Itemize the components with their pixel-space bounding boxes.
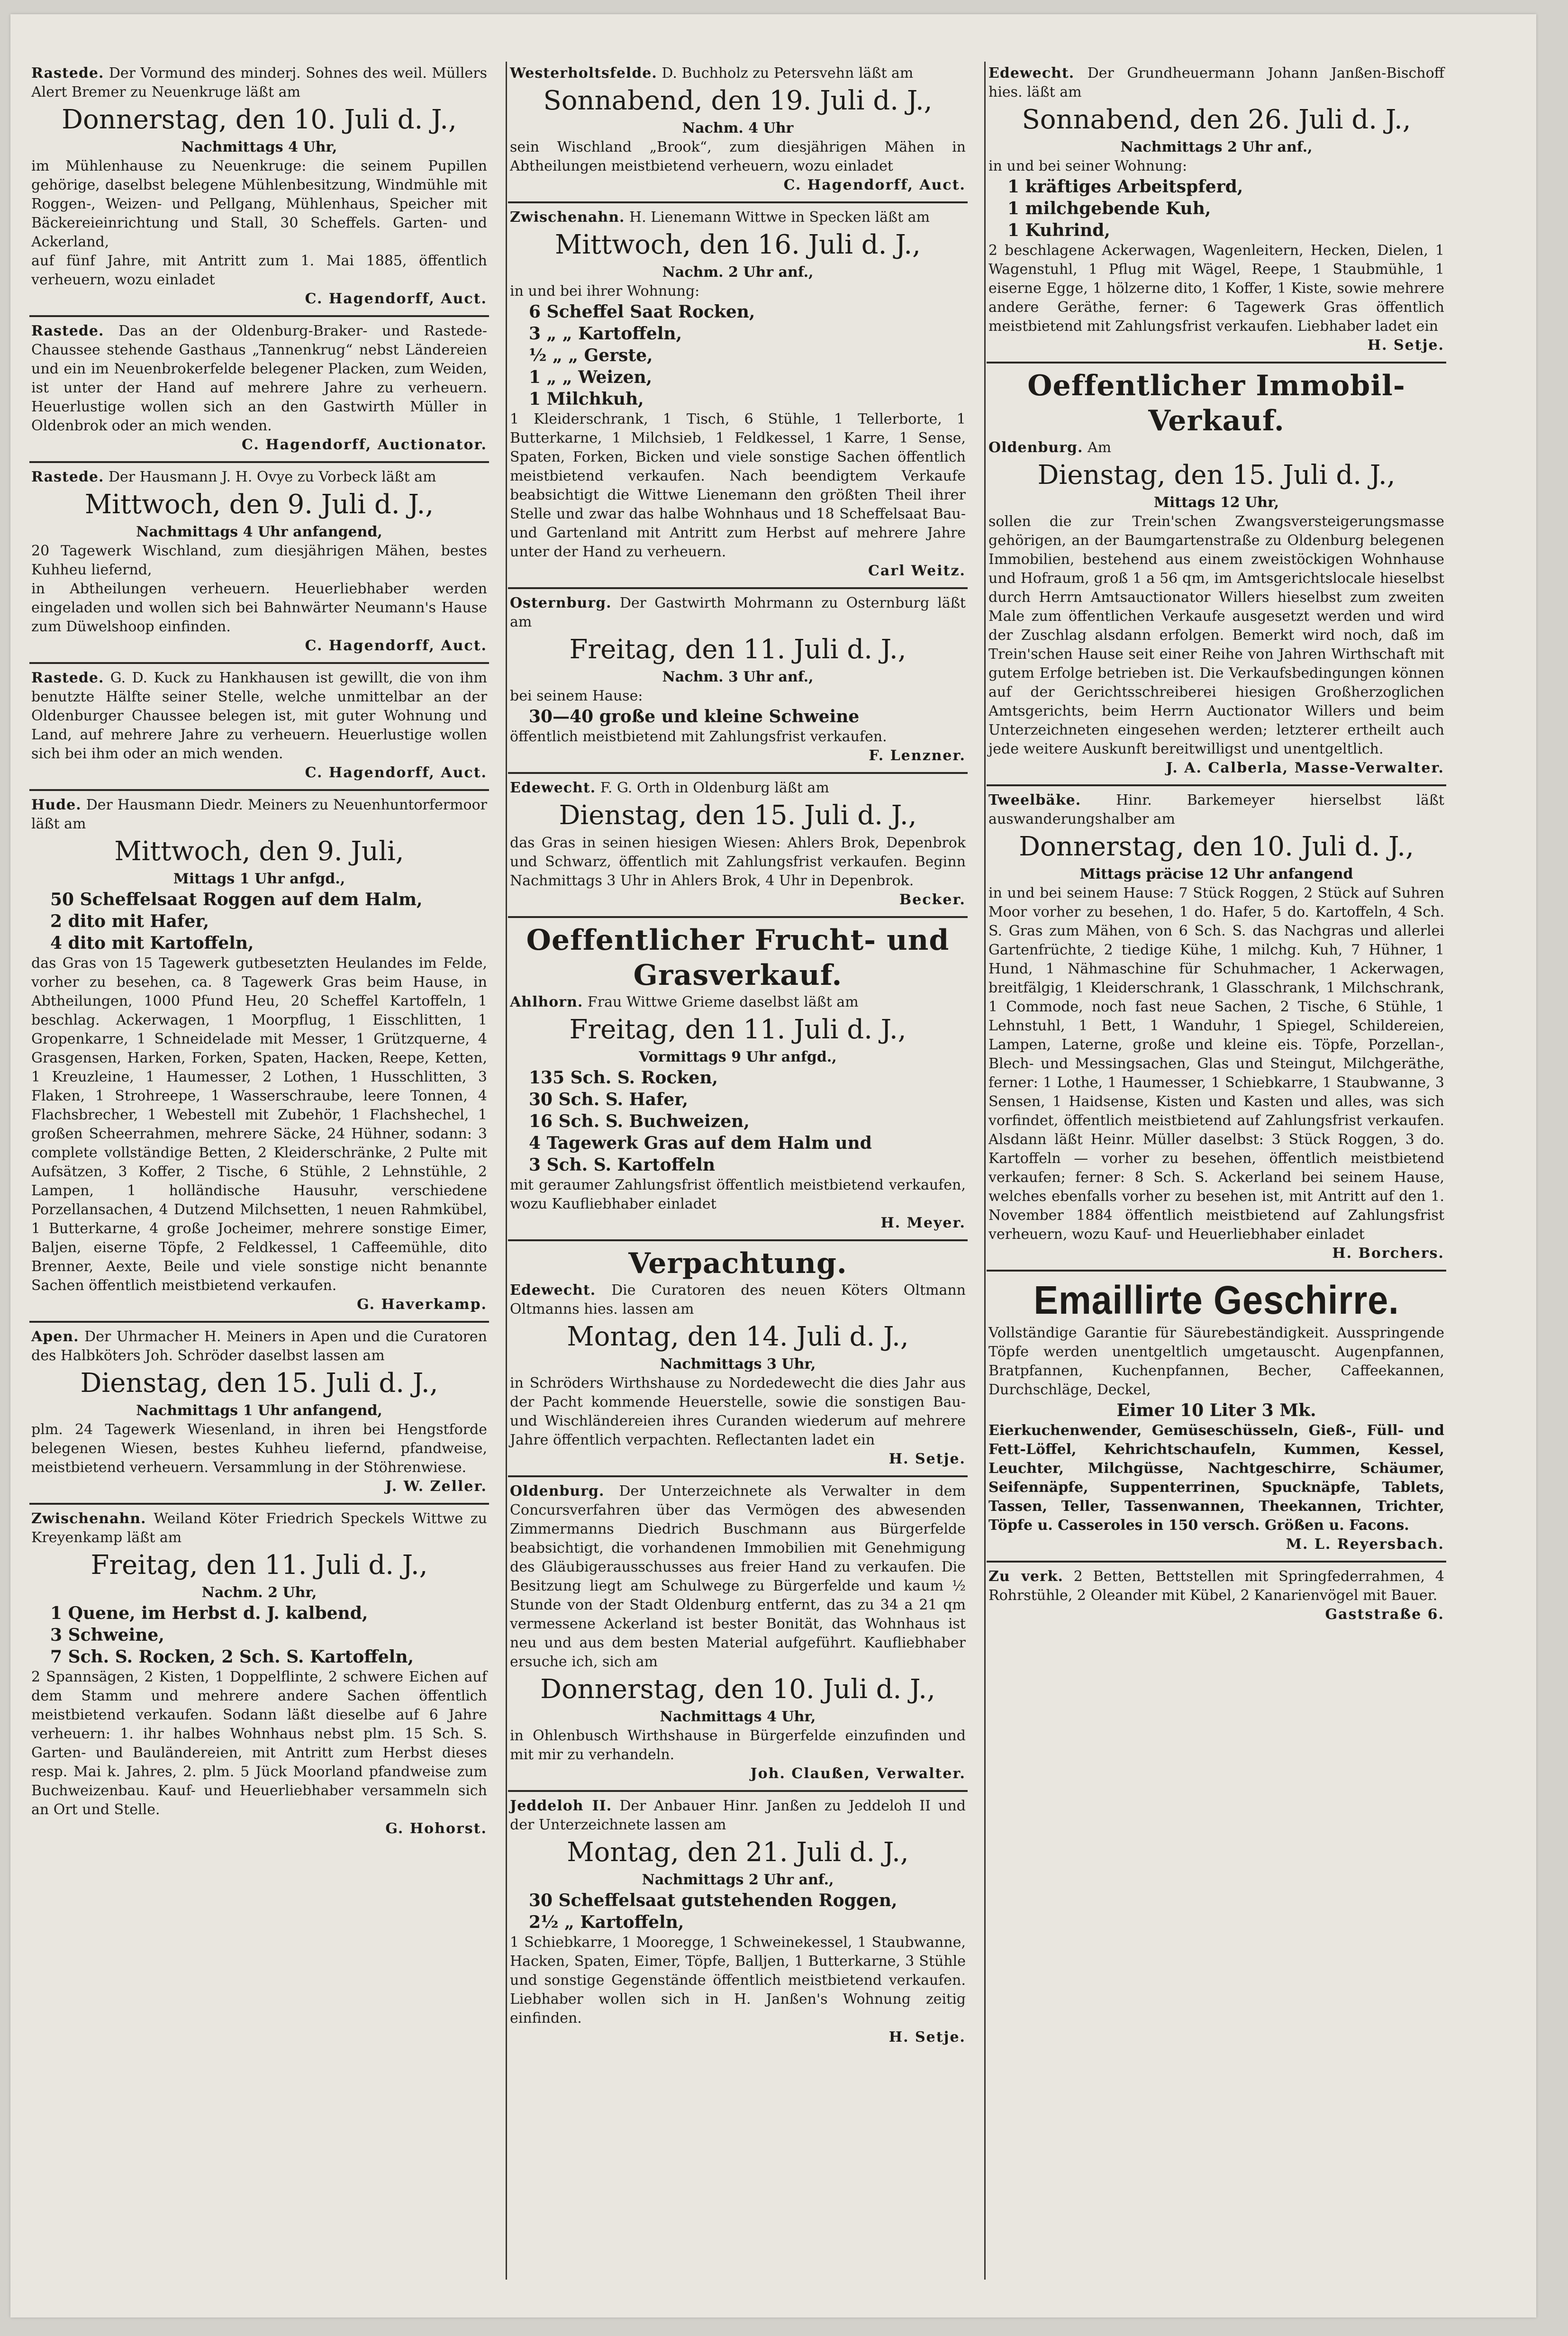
ad-intro-text: Der Grundheuermann Johann Janßen-Bischoff hies. läßt am [988,65,1444,100]
ad-item: 1 Quene, im Herbst d. J. kalbend, [50,1603,368,1623]
ad-date: Donnerstag, den 10. Juli d. J., [540,1674,935,1705]
ad-intro [988,64,1444,102]
ad-body: sollen die zur Trein'schen Zwangsversteigerungsmasse gehörigen, an der Baumgartenstraße zu Oldenburg belegenen Immobilien, bestehend aus einem zweistöckigen Wohnhause und Hofraum, groß 1 a 56 qm, im Amtsgerichtslocale hieselbst durch Herrn Amtsauctionator Willers hieselbst zum zweiten Male zum öffentlichen Verkaufe ausgesetzt werden und wird der Zuschlag alsdann erfolgen. Bemerkt wird noch, daß im Trein'schen Hause seit einer Reihe von Jahren Wirthschaft mit gutem Erfolge betrieben ist. Die Verkaufsbedingungen können auf der Gerichtsschreiberei hiesigen Großherzoglichen Amtsgerichts, beim Herrn Auctionator Willers und beim Unterzeichneten eingesehen werden; letzterer ertheilt auch jede weitere Auskunft bereitwilligst und unentgeltlich. [988,513,1444,757]
ad-date: Dienstag, den 15. Juli d. J., [1037,460,1396,491]
ad-place: Rastede. [31,323,104,339]
ad-item: 2½ „ Kartoffeln, [529,1912,684,1932]
ad-time: Nachmittags 2 Uhr anf., [642,1872,834,1888]
ad-body: 1 Kleiderschrank, 1 Tisch, 6 Stühle, 1 Tellerborte, 1 Butterkarne, 1 Milchsieb, 1 Feldkessel, 1 Karre, 1 Sense, Spaten, Forken, Bicken und viele sonstige Sachen öffentlich meistbietend verkaufen. Nach beendigtem Verkaufe beabsichtigt die Wittwe Lienemann den größten Theil ihrer Stelle und zwar das halbe Wohnhaus und 18 Scheffelsaat Bau- und Gartenland mit Antritt zum Herbst auf mehrere Jahre unter der Hand zu verheuern. [510,411,966,560]
ad-highlight: Eimer 10 Liter 3 Mk. [1116,1400,1316,1420]
ad-signature: J. A. Calberla, Masse-Verwalter. [1166,760,1444,776]
ad-item: 30—40 große und kleine Schweine [529,707,860,727]
ad-intro [510,1482,966,1672]
ad-time: Nachmittags 4 Uhr anfangend, [136,524,382,540]
ad-intro-text: Der Unterzeichnete als Verwalter in dem Concursverfahren über das Vermögen des abwesenden Zimmermanns Diedrich Buschmann aus Bürgerfelde beabsichtigt, die vorhandenen Immobilien mit Genehmigung des Gläubigerausschusses aus freier Hand zu verkaufen. Die Besitzung liegt am Schulwege zu Bürgerfelde und kaum ½ Stunde von der Stadt Oldenburg entfernt, das zu 34 a 21 qm vermessene Ackerland ist bester Bonität, das Wohnhaus ist neu und aus dem besten Material aufgeführt. Kaufliebhaber ersuche ich, sich am [510,1483,966,1670]
ad-signature: F. Lenzner. [869,747,966,764]
ad-intro [31,1327,487,1365]
ad-intro-text: Der Hausmann Diedr. Meiners zu Neuenhuntorfermoor läßt am [31,797,487,832]
ad-intro-text: Das an der Oldenburg-Braker- und Rastede-Chaussee stehende Gasthaus „Tannenkrug“ nebst Ländereien und ein im Neuenbrokerfelde belegener Placken, zum Weiden, ist unter der Hand auf mehrere Jahre zu verheuern. Heuerlustige wollen sich an den Gastwirth Müller in Oldenbrok oder an mich wenden. [31,323,487,434]
ad-signature: Gaststraße 6. [1325,1606,1444,1623]
ad-intro-text: Am [1087,439,1112,456]
ad-intro [510,1797,966,1835]
ad-place: Tweelbäke. [988,792,1081,809]
ad-intro-text: Der Anbauer Hinr. Janßen zu Jeddeloh II und der Unterzeichnete lassen am [510,1798,966,1833]
ad-body: in Ohlenbusch Wirthshause in Bürgerfelde einzufinden und mit mir zu verhandeln. [510,1727,966,1763]
ad-place: Zwischenahn. [510,209,625,226]
advertisement [29,791,489,1323]
ad-time: Nachmittags 2 Uhr anf., [1120,139,1313,155]
ad-intro [31,796,487,834]
advertisement [508,589,968,774]
ad-place: Hude. [31,797,82,813]
ad-intro-text: 2 Betten, Bettstellen mit Springfederrahmen, 4 Rohrstühle, 2 Oleander mit Kübel, 2 Kanarienvögel mit Bauer. [988,1568,1444,1604]
ad-body: Vollständige Garantie für Säurebeständigkeit. Ausspringende Töpfe werden unentgeltlich umgetauscht. Augenpfannen, Bratpfannen, Kuchenpfannen, Becher, Caffeekannen, Durchschläge, Deckel, [988,1325,1444,1398]
advertisement [29,317,489,463]
ad-item: 135 Sch. S. Rocken, [529,1068,718,1088]
advertisement [508,59,968,203]
column-1 [29,59,489,2287]
advertisement [508,1477,968,1792]
ad-tail: auf fünf Jahre, mit Antritt zum 1. Mai 1885, öffentlich verheuern, wozu einladet [31,253,487,288]
ad-body: das Gras in seinen hiesigen Wiesen: Ahlers Brok, Depenbrok und Schwarz, öffentlich mit Zahlungsfrist verkaufen. Beginn Nachmittags 3 Uhr in Ahlers Brok, 4 Uhr in Depenbrok. [510,835,966,889]
ad-date: Dienstag, den 15. Juli d. J., [80,1368,438,1399]
ad-item: 3 „ „ Kartoffeln, [529,324,682,344]
ad-date: Freitag, den 11. Juli d. J., [91,1550,428,1581]
ad-intro-text: H. Lienemann Wittwe in Specken läßt am [629,209,930,226]
ad-signature: Joh. Claußen, Verwalter. [750,1765,966,1782]
ad-signature: C. Hagendorff, Auct. [305,291,487,307]
ad-signature: C. Hagendorff, Auct. [305,637,487,654]
advertisement [29,463,489,664]
ad-signature: H. Setje. [888,1451,966,1467]
ad-item: 7 Sch. S. Rocken, 2 Sch. S. Kartoffeln, [50,1647,414,1667]
ad-body: das Gras von 15 Tagewerk gutbesetzten Heulandes im Felde, vorher zu besehen, ca. 8 Tagewerk Gras beim Hause, in Abtheilungen, 1000 Pfund Heu, 20 Scheffel Kartoffeln, 1 beschlag. Ackerwagen, 1 Moorpflug, 1 Eisschlitten, 1 Gropenkarre, 1 Schneidelade mit Messer, 1 Grützquerne, 4 Grasgensen, Harken, Forken, Spaten, Hacken, Reepe, Ketten, 1 Kreuzleine, 1 Haumesser, 2 Lothen, 1 Husschlitten, 3 Flaken, 1 Strohreepe, 1 Wasserschraube, leere Tonnen, 4 Flachsbrecher, 1 Webestell mit Zubehör, 1 Flachshechel, 1 großen Scheerrahmen, mehrere Säcke, 24 Hühner, sodann: 3 complete vollständige Betten, 2 Kleiderschränke, 2 Pulte mit Aufsätzen, 3 Koffer, 2 Tische, 6 Stühle, 2 Lehnstühle, 2 Lampen, 1 holländische Hausuhr, verschiedene Porzellansachen, 4 Dutzend Milchsetten, 1 neuen Rahmkübel, 1 Butterkarne, 4 große Jocheimer, mehrere sonstige Eimer, Baljen, eiserne Töpfe, 2 Feldkessel, 1 Caffeemühle, dito Brenner, Aexte, Beile und viele sonstige nicht benannte Sachen öffentlich meistbietend verkaufen. [31,955,487,1294]
ad-tail: in Abtheilungen verheuern. Heuerliebhaber werden eingeladen und wollen sich bei Bahnwärter Neumann's Hause zum Düwelshoop einfinden. [31,581,487,635]
ad-signature: J. W. Zeller. [385,1478,487,1495]
ad-time: Nachmittags 1 Uhr anfangend, [136,1402,382,1419]
advertisement [987,786,1446,1272]
ad-item: 4 Tagewerk Gras auf dem Halm und [529,1133,872,1153]
advertisement [508,774,968,918]
ad-body: öffentlich meistbietend mit Zahlungsfrist verkaufen. [510,728,887,745]
ad-intro [510,64,966,83]
ad-intro-text: Der Uhrmacher H. Meiners in Apen und die Curatoren des Halbköters Joh. Schröder daselbst lassen am [31,1328,487,1364]
ad-time: Nachm. 2 Uhr, [201,1584,317,1601]
ad-intro-text: Der Vormund des minderj. Sohnes des weil. Müllers Alert Bremer zu Neuenkruge läßt am [31,65,487,100]
ad-item: 3 Sch. S. Kartoffeln [529,1155,716,1175]
ad-body: mit geraumer Zahlungsfrist öffentlich meistbietend verkaufen, wozu Kaufliebhaber einladet [510,1177,966,1212]
column-3 [987,59,1446,2287]
ad-intro-text: Der Gastwirth Mohrmann zu Osternburg läßt am [510,595,966,630]
ad-item: 30 Scheffelsaat gutstehenden Roggen, [529,1891,897,1910]
ad-item: 6 Scheffel Saat Rocken, [529,302,755,322]
ad-place: Apen. [31,1328,79,1345]
ad-body-pre: in und bei ihrer Wohnung: [510,283,700,300]
ad-body: im Mühlenhause zu Neuenkruge: die seinem Pupillen gehörige, daselbst belegene Mühlenbesitzung, Windmühle mit Roggen-, Weizen- und Pellgang, Mühlenhaus, Speicher mit Bäckereieinrichtung und Stall, 30 Scheffels. Garten- und Ackerland, [31,158,487,250]
ad-date: Freitag, den 11. Juli d. J., [569,634,906,665]
advertisement [987,1272,1446,1563]
ad-intro [988,1567,1444,1605]
ad-time: Mittags 12 Uhr, [1153,494,1279,511]
ad-item: 1 „ „ Weizen, [529,367,653,387]
ad-signature: Carl Weitz. [868,563,966,579]
ad-intro-text: Hinr. Barkemeyer hierselbst läßt auswanderungshalber am [988,792,1444,827]
ad-place: Edewecht. [510,1282,596,1299]
advertisement [508,1792,968,2054]
ad-intro-text: F. G. Orth in Oldenburg läßt am [600,780,829,796]
ad-body: sein Wischland „Brook“, zum diesjährigen Mähen in Abtheilungen meistbietend verheuern, wozu einladet [510,139,966,174]
ad-place: Rastede. [31,65,104,82]
ad-date: Donnerstag, den 10. Juli d. J., [1019,831,1414,862]
ad-time: Vormittags 9 Uhr anfgd., [639,1049,837,1065]
ad-place: Oldenburg. [510,1483,605,1500]
ad-time: Nachmittags 3 Uhr, [660,1356,816,1373]
ad-intro [31,1509,487,1547]
ad-time: Nachmittags 4 Uhr, [181,139,337,155]
column-2 [508,59,968,2287]
ad-body: in Schröders Wirthshause zu Nordedewecht die dies Jahr aus der Pacht kommende Heuerstelle, sowie die sonstigen Bau- und Wischländereien ihres Curanden wiederum auf mehrere Jahre öffentlich verpachten. Reflectanten ladet ein [510,1375,966,1448]
ad-date: Donnerstag, den 10. Juli d. J., [62,104,457,135]
ad-place: Jeddeloh II. [510,1798,612,1814]
ad-intro [31,669,487,764]
columns [29,59,1451,2287]
ad-item: 16 Sch. S. Buchweizen, [529,1111,750,1131]
ad-date: Mittwoch, den 9. Juli, [114,836,404,867]
advertisement [987,59,1446,364]
ad-item: 2 dito mit Hafer, [50,911,209,931]
ad-signature: H. Meyer. [880,1215,966,1231]
advertisement [29,59,489,317]
ad-date: Montag, den 21. Juli d. J., [567,1837,909,1868]
advertisement [29,1505,489,1845]
ad-signature: C. Hagendorff, Auctionator. [242,436,487,453]
ad-intro-text: Frau Wittwe Grieme daselbst läßt am [587,994,859,1010]
ad-place: Edewecht. [988,65,1075,82]
ad-place: Osternburg. [510,595,612,611]
ad-signature: Becker. [899,891,966,908]
ad-time: Nachm. 4 Uhr [682,120,794,136]
ad-time: Nachm. 3 Uhr anf., [662,669,814,685]
ad-place: Edewecht. [510,780,596,796]
ad-time: Mittags 1 Uhr anfgd., [173,871,345,887]
ad-item: 1 Kuhrind, [1007,220,1110,240]
ad-date: Dienstag, den 15. Juli d. J., [559,800,917,831]
ad-intro [510,594,966,632]
ad-time: Nachm. 2 Uhr anf., [662,264,814,281]
ad-body: 20 Tagewerk Wischland, zum diesjährigen Mähen, bestes Kuhheu liefernd, [31,543,487,578]
ad-body-pre: bei seinem Hause: [510,688,643,704]
advertisement [987,1563,1446,1631]
ad-place: Ahlhorn. [510,994,583,1010]
ad-signature: C. Hagendorff, Auct. [305,764,487,781]
ad-body: 2 Spannsägen, 2 Kisten, 1 Doppelflinte, 2 schwere Eichen auf dem Stamm und mehrere andere Sachen öffentlich meistbietend verkaufen. Sodann läßt dieselbe auf 6 Jahre verheuern: 1. ihr halbes Wohnhaus nebst plm. 15 Sch. S. Garten- und Bauländereien, mit Antritt zum Herbst dieses resp. Mai k. Jahres, 2. plm. 5 Jück Moorland pfandweise zum Buchweizenbau. Kauf- und Heuerliebhaber versammeln sich an Ort und Stelle. [31,1669,487,1818]
ad-item: 1 kräftiges Arbeitspferd, [1007,177,1243,197]
ad-intro [510,779,966,798]
ad-heading: Emaillirte Geschirre. [1033,1278,1399,1322]
ad-time: Nachmittags 4 Uhr, [660,1709,816,1725]
ad-intro [31,468,487,487]
advertisement [29,664,489,791]
ad-place: Rastede. [31,469,104,485]
ad-body-2: Eierkuchenwender, Gemüseschüsseln, Gieß-, Füll- und Fett-Löffel, Kehrichtschaufeln, Kummen, Kessel, Leuchter, Milchgüsse, Nachtgeschirre, Schäumer, Seifennäpfe, Suppenterrinen, Spucknäpfe, Tablets, Tassen, Teller, Tassenwannen, Theekannen, Trichter, Töpfe u. Casseroles in 150 versch. Größen u. Facons. [988,1422,1444,1534]
ad-place: Rastede. [31,670,104,686]
ad-intro [988,791,1444,829]
ad-item: 1 milchgebende Kuh, [1007,199,1211,218]
ad-intro [510,1281,966,1319]
ad-item: 3 Schweine, [50,1625,164,1645]
ad-item: 30 Sch. S. Hafer, [529,1090,689,1109]
ad-signature: H. Setje. [1367,337,1444,354]
ad-body: 2 beschlagene Ackerwagen, Wagenleitern, Hecken, Dielen, 1 Wagenstuhl, 1 Pflug mit Wägel, Reepe, 1 Staubmühle, 1 eiserne Egge, 1 hölzerne dito, 1 Koffer, 1 Kiste, sowie mehrere andere Geräthe, ferner: 6 Tagewerk Gras öffentlich meistbietend mit Zahlungsfrist verkaufen. Liebhaber ladet ein [988,242,1444,335]
ad-intro [31,64,487,102]
ad-place: Oldenburg. [988,439,1083,456]
advertisement [508,1241,968,1477]
ad-date: Sonnabend, den 26. Juli d. J., [1022,104,1411,135]
advertisement [508,203,968,589]
newspaper-page [10,14,1536,2318]
ad-heading: Verpachtung. [628,1247,847,1280]
ad-body: 1 Schiebkarre, 1 Mooregge, 1 Schweinekessel, 1 Staubwanne, Hacken, Spaten, Eimer, Töpfe, Balljen, 1 Butterkarne, 3 Stühle und sonstige Gegenstände öffentlich meistbietend verkaufen. Liebhaber wollen sich in H. Janßen's Wohnung zeitig einfinden. [510,1934,966,2027]
ad-item: ½ „ „ Gerste, [529,345,653,365]
ad-intro-text: D. Buchholz zu Petersvehn läßt am [662,65,914,82]
ad-item: 50 Scheffelsaat Roggen auf dem Halm, [50,890,423,909]
ad-place: Zwischenahn. [31,1510,146,1527]
ad-heading: Oeffentlicher Frucht- und Grasverkauf. [526,924,950,992]
ad-date: Mittwoch, den 16. Juli d. J., [555,229,921,260]
ad-signature: G. Hohorst. [385,1820,487,1837]
ad-date: Mittwoch, den 9. Juli d. J., [84,489,434,520]
ad-intro-text: G. D. Kuck zu Hankhausen ist gewillt, die von ihm benutzte Hälfte seiner Stelle, welche unmittelbar an der Oldenburger Chaussee belegen ist, mit guter Wohnung und Land, auf mehrere Jahre zu verheuern. Heuerlustige wollen sich bei ihm oder an mich wenden. [31,670,488,762]
ad-time: Mittags präcise 12 Uhr anfangend [1079,866,1353,882]
ad-place: Zu verk. [988,1568,1063,1585]
ad-heading: Oeffentlicher Immobil-Verkauf. [1027,369,1405,437]
ad-place: Westerholtsfelde. [510,65,657,82]
ad-item: 1 Milchkuh, [529,389,644,409]
ad-intro-text: Weiland Köter Friedrich Speckels Wittwe zu Kreyenkamp läßt am [31,1510,487,1546]
ad-body-pre: in und bei seiner Wohnung: [988,158,1187,174]
ad-item: 4 dito mit Kartoffeln, [50,933,254,953]
ad-intro-text: Die Curatoren des neuen Köters Oltmann Oltmanns hies. lassen am [510,1282,966,1318]
ad-intro [510,208,966,227]
ad-date: Montag, den 14. Juli d. J., [567,1321,909,1352]
ad-intro [510,993,966,1012]
ad-date: Sonnabend, den 19. Juli d. J., [543,85,933,116]
ad-signature: M. L. Reyersbach. [1286,1536,1444,1553]
ad-intro [31,322,487,436]
ad-intro [988,438,1444,457]
advertisement [29,1323,489,1505]
ad-signature: H. Setje. [888,2029,966,2045]
ad-body: in und bei seinem Hause: 7 Stück Roggen, 2 Stück auf Suhren Moor vorher zu besehen, 1 do. Hafer, 5 do. Kartoffeln, 4 Sch. S. Gras zum Mähen, von 6 Sch. S. das Nachgras und allerlei Gartenfrüchte, 2 tiedige Kühe, 1 milchg. Kuh, 7 Hühner, 1 Hund, 1 Nähmaschine für Schuhmacher, 1 Ackerwagen, breitfälgig, 1 Kleiderschrank, 1 Glasschrank, 1 Milchschrank, 1 Commode, noch fast neue Sachen, 2 Tische, 6 Stühle, 1 Lehnstuhl, 1 Bett, 1 Wanduhr, 1 Spiegel, Schildereien, Lampen, Laterne, große und kleine eis. Töpfe, Porzellan-, Blech- und Messingsachen, Glas und Steingut, Milchgeräthe, ferner: 1 Lothe, 1 Haumesser, 1 Schiebkarre, 1 Staubwanne, 3 Sensen, 1 Haidsense, Kisten und Kasten und alles, was sich vorfindet, öffentlich meistbietend auf Zahlungsfrist verkaufen. Alsdann läßt Heinr. Müller daselbst: 3 Stück Roggen, 3 do. Kartoffeln — vorher zu besehen, öffentlich meistbietend verkaufen; ferner: 8 Sch. S. Ackerland bei seinem Hause, welches ebenfalls vorher zu besehen ist, mit Antritt auf den 1. November 1884 öffentlich meistbietend auf Zahlungsfrist verheuern, wozu Kauf- und Heuerliebhaber einladet [988,885,1444,1243]
ad-signature: H. Borchers. [1332,1245,1444,1262]
ad-body: plm. 24 Tagewerk Wiesenland, in ihren bei Hengstforde belegenen Wiesen, bestes Kuhheu liefernd, pfandweise, meistbietend verheuern. Versammlung in der Stöhrenwiese. [31,1421,487,1476]
ad-signature: G. Haverkamp. [357,1296,487,1313]
ad-signature: C. Hagendorff, Auct. [783,177,966,193]
advertisement [987,364,1446,786]
ad-date: Freitag, den 11. Juli d. J., [569,1014,906,1045]
ad-intro-text: Der Hausmann J. H. Ovye zu Vorbeck läßt am [108,469,436,485]
advertisement [508,918,968,1241]
